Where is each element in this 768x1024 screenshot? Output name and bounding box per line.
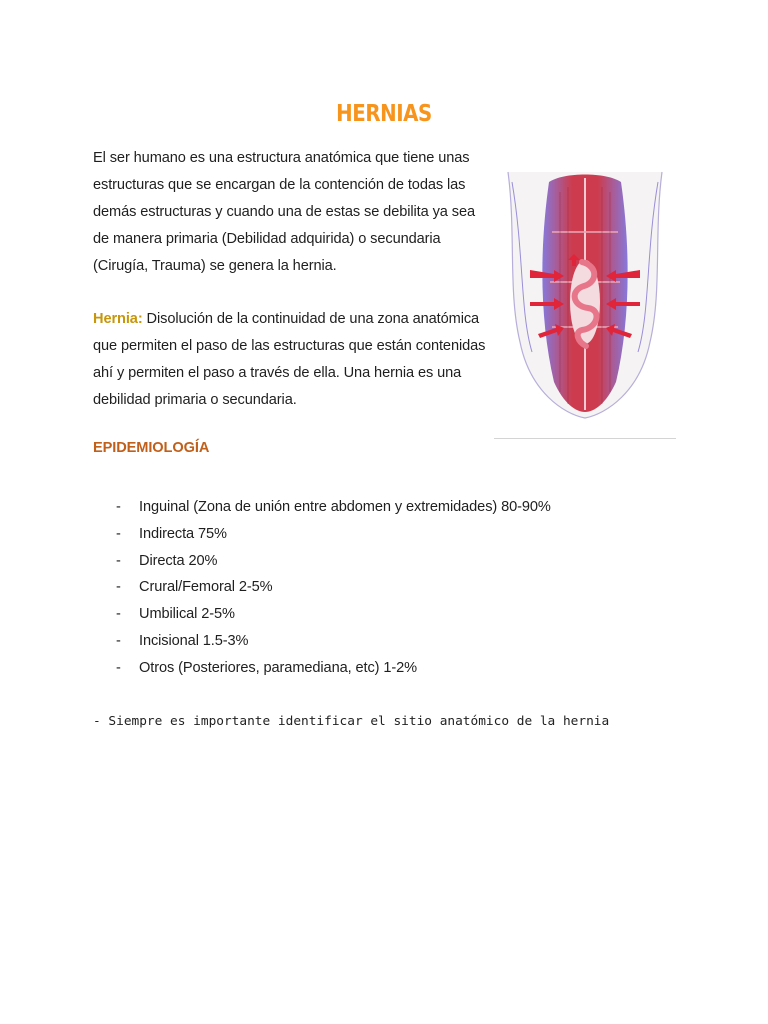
bullet-dash: - [116, 659, 121, 676]
epidemiology-item-text: Incisional 1.5-3% [139, 632, 249, 649]
epidemiology-list [93, 494, 551, 682]
epidemiology-item-text: Umbilical 2-5% [139, 606, 235, 623]
definition-text: Disolución de la continuidad de una zona anatómica que permiten el paso de las estructuras que están contenidas ahí y permiten el paso a través de ella. Una hernia es una debilidad primaria o secundaria. [93, 311, 486, 408]
bullet-dash: - [116, 579, 121, 596]
epidemiology-item-text: Crural/Femoral 2-5% [139, 579, 273, 596]
bullet-dash: - [116, 606, 121, 623]
bullet-dash: - [116, 632, 121, 649]
epidemiology-list-item [93, 655, 551, 682]
epidemiology-list-item [93, 521, 551, 548]
note-text: - Siempre es importante identificar el sitio anatómico de la hernia [93, 714, 610, 729]
definition-term: Hernia: [93, 311, 143, 327]
epidemiology-list-item [93, 548, 551, 575]
figure-divider [494, 438, 676, 439]
abdominal-wall-hernia-illustration-icon [494, 142, 676, 438]
page-title: HERNIAS [336, 101, 432, 128]
bullet-dash: - [116, 499, 121, 515]
epidemiology-item-text: Inguinal (Zona de unión entre abdomen y extremidades) 80-90% [139, 499, 551, 515]
epidemiology-item-text: Indirecta 75% [139, 525, 227, 542]
section-heading-epidemiology: EPIDEMIOLOGÍA [93, 440, 210, 456]
epidemiology-list-item [93, 574, 551, 601]
epidemiology-item-text: Otros (Posteriores, paramediana, etc) 1-2% [139, 659, 418, 676]
bullet-dash: - [116, 525, 121, 542]
definition-paragraph [93, 306, 488, 414]
epidemiology-item-text: Directa 20% [139, 552, 218, 569]
epidemiology-list-item [93, 601, 551, 628]
epidemiology-list-item [93, 628, 551, 655]
bullet-dash: - [116, 552, 121, 569]
intro-paragraph: El ser humano es una estructura anatómica que tiene unas estructuras que se encargan de la contención de todas las demás estructuras y cuando una de estas se debilita ya sea de manera primaria (Debilidad adquirida) o secundaria (Cirugía, Trauma) se genera la hernia. [93, 150, 475, 274]
epidemiology-list-item [93, 494, 551, 521]
